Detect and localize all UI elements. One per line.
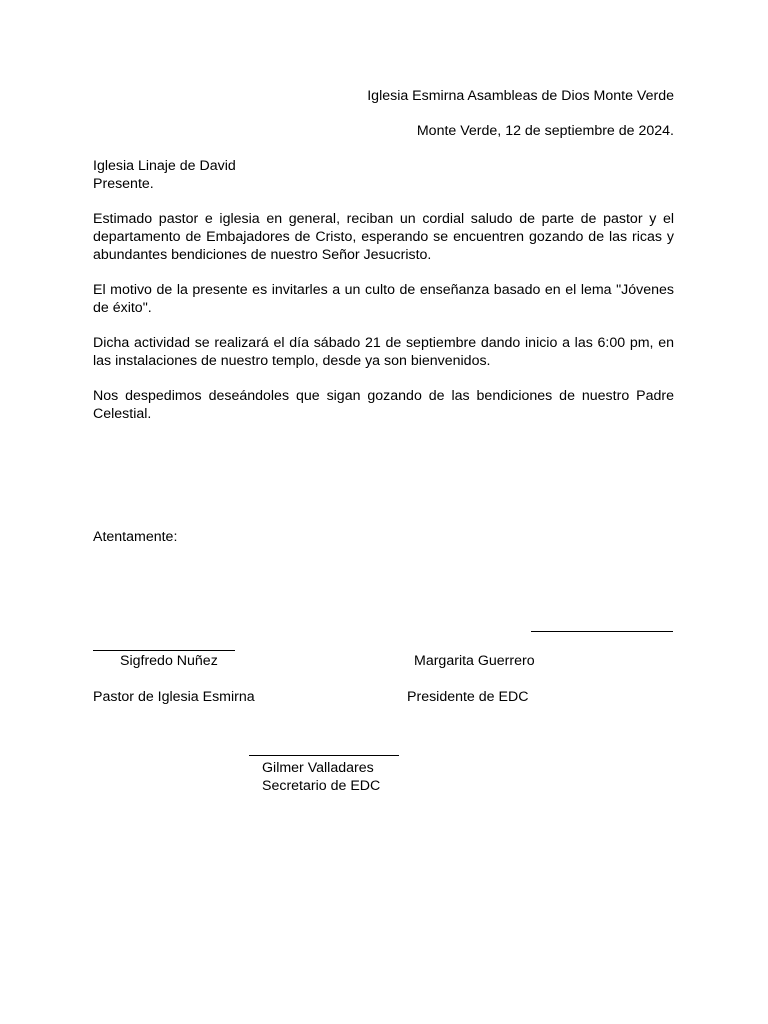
- signature-line-center: [249, 755, 399, 756]
- body-paragraph-4: Nos despedimos deseándoles que sigan gozando de las bendiciones de nuestro Padre Celestial.: [93, 388, 674, 422]
- body-paragraph-1: Estimado pastor e iglesia en general, reciban un cordial saludo de parte de pastor y el departamento de Embajadores de Cristo, esperando se encuentren gozando de las ricas y abundantes bendiciones de nuestro Señor Jesucristo.: [93, 211, 674, 263]
- signatory-right-name: Margarita Guerrero: [414, 653, 535, 669]
- body-paragraph-2: El motivo de la presente es invitarles a un culto de enseñanza basado en el lema "Jóvenes de éxito".: [93, 282, 674, 316]
- recipient-name: Iglesia Linaje de David: [93, 158, 236, 174]
- date-line: Monte Verde, 12 de septiembre de 2024.: [416, 123, 674, 139]
- signature-line-right: [531, 631, 673, 632]
- signatory-right-title: Presidente de EDC: [407, 689, 529, 705]
- signatory-left-title: Pastor de Iglesia Esmirna: [93, 689, 255, 705]
- signatory-center-name: Gilmer Valladares: [262, 760, 374, 776]
- sender-line: Iglesia Esmirna Asambleas de Dios Monte Verde: [367, 88, 674, 104]
- closing-line: Atentamente:: [93, 529, 178, 545]
- body-paragraph-3: Dicha actividad se realizará el día sábado 21 de septiembre dando inicio a las 6:00 pm, en las instalaciones de nuestro templo, desde ya son bienvenidos.: [93, 335, 674, 369]
- recipient-presente: Presente.: [93, 176, 154, 192]
- signature-line-left: [93, 650, 235, 651]
- signatory-center-title: Secretario de EDC: [262, 778, 381, 794]
- signatory-left-name: Sigfredo Nuñez: [120, 653, 218, 669]
